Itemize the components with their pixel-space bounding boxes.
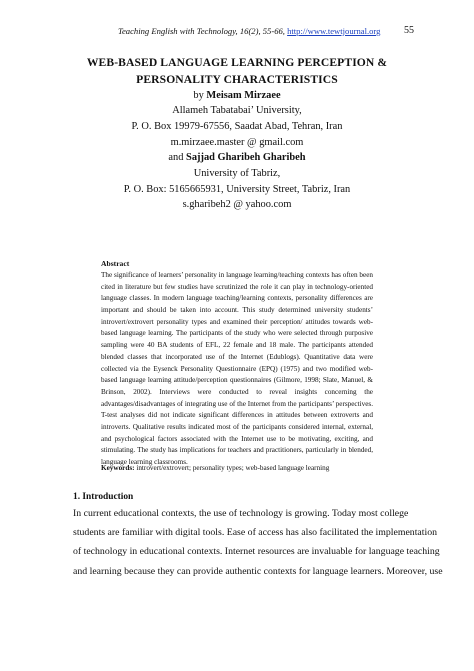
author1-line [0, 90, 474, 101]
introduction-body [73, 504, 443, 581]
abstract-line: cited in literature but few studies have scrutinized the role it can play in technology-oriented [101, 282, 373, 291]
abstract-line: The significance of learners’ personality in language learning/teaching contexts has often been [101, 271, 373, 279]
section-heading-introduction: 1. Introduction [73, 492, 134, 502]
abstract-line: introverts. Qualitative results indicated most of the participants considered internal, external, [101, 422, 373, 431]
abstract-line: based language learning. The participants of the study who were selected through purposive [101, 329, 373, 338]
body-line: students are familiar with digital tools. Ease of access has also facilitated the implementation [73, 527, 438, 539]
abstract-line: and psychological factors associated with the Internet use to be motivating, exciting, and [101, 434, 373, 443]
author2-address: P. O. Box: 5165665931, University Street, Tabriz, Iran [123, 184, 351, 195]
abstract-line: important and should be taken into account. This study determined university students’ [101, 306, 373, 315]
body-line: In current educational contexts, the use of technology is growing. Today most college [73, 508, 409, 519]
body-line: of technology in educational contexts. Internet resources are invaluable for language teaching [73, 546, 440, 558]
journal-link[interactable]: http://www.tewtjournal.org [287, 26, 381, 36]
abstract-line: collected via the Eysenck Personality Questionnaire (EPQ) (1975) and two modified web- [101, 364, 373, 373]
keywords-line [101, 464, 329, 472]
abstract-line: based language learning attitude/perception questionnaires (Gilmore, 1998; Slate, Manuel, & [101, 376, 373, 385]
running-header [0, 26, 474, 40]
journal-name: Teaching English with Technology [118, 26, 236, 36]
citation-details: , 16(2), 55-66, [235, 26, 288, 36]
abstract-line: stimulating. The study has implications for teachers and practitioners, particularly in blended, [101, 446, 373, 455]
abstract-line: language learning classrooms. [101, 458, 188, 466]
author1-affiliation: Allameh Tabatabai’ University, [172, 105, 302, 116]
author1-email: m.mirzaee.master @ gmail.com [170, 137, 304, 148]
journal-citation [118, 26, 380, 36]
abstract-line: Brinson, 2002). Interviews were conducted to reveal insights concerning the [101, 387, 373, 396]
body-line: and learning because they can provide authentic contexts for language learners. Moreover, use [73, 565, 443, 577]
abstract-heading: Abstract [101, 259, 130, 268]
author2-email: s.gharibeh2 @ yahoo.com [182, 199, 292, 210]
and-label: and [168, 152, 184, 163]
keywords-label: Keywords: [101, 464, 135, 472]
author2-affiliation: University of Tabriz, [193, 168, 281, 179]
abstract-line: language classes. In modern language teaching/learning contexts, personality differences are [101, 294, 373, 303]
abstract-line: T-test analyses did not indicate significant differences in attitudes between extroverts and [101, 411, 373, 420]
abstract-line: advantages/disadvantages of integrating use of the Internet from the participants’ perspectives. [101, 399, 373, 408]
page-number: 55 [404, 25, 414, 36]
abstract-body [101, 270, 373, 469]
abstract-line: introvert/extrovert personality types and examined their perception/ attitudes towards web- [101, 317, 373, 326]
author2-name: Sajjad Gharibeh Gharibeh [186, 152, 306, 163]
author1-address: P. O. Box 19979-67556, Saadat Abad, Tehran, Iran [131, 121, 343, 132]
keywords-list: introvert/extrovert; personality types; web-based language learning [134, 464, 330, 472]
title-line-2: PERSONALITY CHARACTERISTICS [136, 73, 338, 86]
title-line-1: WEB-BASED LANGUAGE LEARNING PERCEPTION & [86, 56, 388, 69]
abstract-line: sampling were 40 BA students of EFL, 22 female and 18 male. The participants attended [101, 341, 373, 350]
by-label: by [193, 90, 204, 101]
abstract-line: blended classes that incorporated use of the Internet (Edublogs). Quantitative data were [101, 352, 373, 361]
author2-line [0, 152, 474, 163]
author1-name: Meisam Mirzaee [206, 90, 281, 101]
